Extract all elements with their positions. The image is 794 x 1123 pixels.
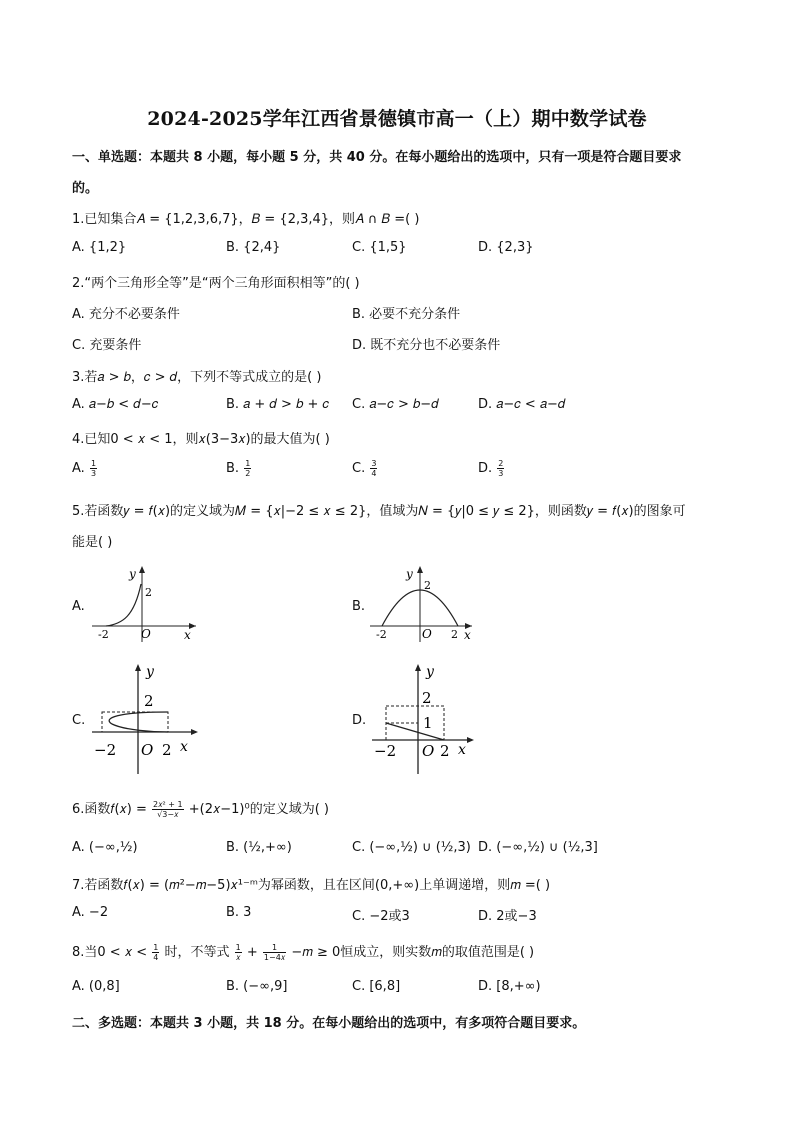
section-1-heading: 一、单选题：本题共 8 小题，每小题 5 分，共 40 分。在每小题给出的选项中，只有一项是符合题目要求 xyxy=(72,150,682,165)
q3-option-d: D. 𝑎−𝑐 < 𝑎−𝑑 xyxy=(478,397,566,412)
q4-option-c-fraction: $\frac{3}{4}$ xyxy=(371,459,377,478)
q6-stem-prefix: 6.函数𝑓(𝑥) = xyxy=(72,802,147,817)
q8-fraction-3: $\frac{1}{\text{1−4𝑥}}$ xyxy=(263,943,286,962)
dashed-box xyxy=(102,712,168,732)
two-x-label: 2 xyxy=(440,742,450,760)
q8-stem-part-a: 8.当0 < 𝑥 < xyxy=(72,945,148,960)
y-axis-arrow xyxy=(135,664,141,671)
q1-option-b: B. {2,4} xyxy=(226,240,281,255)
q5-graph-c xyxy=(88,660,200,778)
q4-option-a xyxy=(72,459,98,478)
q6-option-b: B. (½,+∞) xyxy=(226,840,292,855)
q3-option-a: A. 𝑎−𝑏 < 𝑑−𝑐 xyxy=(72,397,159,412)
question-8-stem xyxy=(72,941,534,962)
one-y-label: 1 xyxy=(423,714,433,732)
q7-option-d: D. 2或−3 xyxy=(478,909,537,924)
q5-graph-a xyxy=(88,562,198,644)
q4-option-b-fraction: $\frac{1}{2}$ xyxy=(245,459,251,478)
y-axis-arrow xyxy=(139,566,145,573)
question-3-stem: 3.若𝑎 > 𝑏，𝑐 > 𝑑，下列不等式成立的是( ) xyxy=(72,370,322,385)
q4-option-d xyxy=(478,459,505,478)
neg-two-label: -2 xyxy=(98,628,109,641)
neg-two-label: −2 xyxy=(374,742,397,760)
question-5-stem-cont: 能是( ) xyxy=(72,535,113,550)
q2-option-c: C. 充要条件 xyxy=(72,338,142,353)
question-2-stem: 2.“两个三角形全等”是“两个三角形面积相等”的( ) xyxy=(72,276,360,291)
two-label: 2 xyxy=(145,586,152,599)
q2-option-d: D. 既不充分也不必要条件 xyxy=(352,338,501,353)
q1-option-a: A. {1,2} xyxy=(72,240,127,255)
q4-option-c-letter: C. xyxy=(352,461,366,476)
x-axis-arrow xyxy=(467,737,474,743)
x-label: x xyxy=(184,628,191,642)
q5-option-d-label: D. xyxy=(352,713,367,728)
y-axis-arrow xyxy=(417,566,423,573)
curve xyxy=(106,584,141,626)
two-y-label: 2 xyxy=(422,689,432,707)
q1-option-c: C. {1,5} xyxy=(352,240,407,255)
x-label: x xyxy=(180,739,188,755)
section-1-heading-cont: 的。 xyxy=(72,181,99,196)
q6-stem-suffix: +(2𝑥−1)⁰的定义域为( ) xyxy=(188,802,329,817)
x-label: x xyxy=(458,742,466,758)
q5-graph-d xyxy=(368,660,480,778)
x-label: x xyxy=(464,628,471,642)
q4-option-d-letter: D. xyxy=(478,461,493,476)
q3-option-b: B. 𝑎 + 𝑑 > 𝑏 + 𝑐 xyxy=(226,397,330,412)
y-label: y xyxy=(129,567,136,581)
q2-option-a: A. 充分不必要条件 xyxy=(72,307,180,322)
origin-label: O xyxy=(141,741,154,759)
question-6-stem xyxy=(72,798,329,819)
q3-option-c: C. 𝑎−𝑐 > 𝑏−𝑑 xyxy=(352,397,439,412)
q5-option-c-label: C. xyxy=(72,713,86,728)
q6-option-a: A. (−∞,½) xyxy=(72,840,138,855)
two-y-label: 2 xyxy=(424,579,431,592)
two-x-label: 2 xyxy=(162,741,172,759)
page-title: 2024-2025学年江西省景德镇市高一（上）期中数学试卷 xyxy=(147,108,647,130)
q6-option-d: D. (−∞,½) ∪ (½,3] xyxy=(478,840,598,855)
q7-option-b: B. 3 xyxy=(226,905,252,920)
two-y-label: 2 xyxy=(144,692,154,710)
question-1-stem: 1.已知集合𝐴 = {1,2,3,6,7}，𝐵 = {2,3,4}，则𝐴 ∩ 𝐵 =( ) xyxy=(72,212,420,227)
q6-option-c: C. (−∞,½) ∪ (½,3) xyxy=(352,840,471,855)
q2-option-b: B. 必要不充分条件 xyxy=(352,307,461,322)
curve xyxy=(386,723,444,740)
two-x-label: 2 xyxy=(451,628,458,641)
q7-option-a: A. −2 xyxy=(72,905,109,920)
q6-fraction: $\frac{\text{2𝑥² + 1}}{\text{√3−𝑥}}$ xyxy=(153,800,183,819)
origin-label: O xyxy=(141,627,151,641)
q4-option-b xyxy=(226,459,252,478)
q8-option-d: D. [8,+∞) xyxy=(478,979,541,994)
q8-option-b: B. (−∞,9] xyxy=(226,979,288,994)
origin-label: O xyxy=(422,627,432,641)
q7-option-c: C. −2或3 xyxy=(352,909,410,924)
dashed-box xyxy=(386,706,444,740)
section-2-heading: 二、多选题：本题共 3 小题，共 18 分。在每小题给出的选项中，有多项符合题目要求。 xyxy=(72,1016,586,1031)
y-label: y xyxy=(146,664,154,680)
q1-option-d: D. {2,3} xyxy=(478,240,534,255)
q4-option-a-letter: A. xyxy=(72,461,85,476)
q8-option-c: C. [6,8] xyxy=(352,979,401,994)
q5-option-a-label: A. xyxy=(72,599,85,614)
q8-option-a: A. (0,8] xyxy=(72,979,120,994)
q4-option-c xyxy=(352,459,378,478)
q4-option-a-fraction: $\frac{1}{3}$ xyxy=(90,459,97,478)
neg-two-label: −2 xyxy=(94,741,117,759)
y-label: y xyxy=(406,567,413,581)
question-5-stem: 5.若函数𝑦 = 𝑓(𝑥)的定义域为𝑀 = {𝑥|−2 ≤ 𝑥 ≤ 2}，值域为𝑁 = {𝑦|0 ≤ 𝑦 ≤ 2}，则函数𝑦 = 𝑓(𝑥)的图象可 xyxy=(72,504,686,519)
question-4-stem: 4.已知0 < 𝑥 < 1，则𝑥(3−3𝑥)的最大值为( ) xyxy=(72,432,330,447)
question-7-stem: 7.若函数𝑓(𝑥) = (𝑚²−𝑚−5)𝑥¹⁻ᵐ为幂函数，且在区间(0,+∞)上单调递增，则𝑚 =( ) xyxy=(72,878,551,893)
q8-fraction-2: $\frac{1}{\text{𝑥}}$ xyxy=(235,943,241,962)
x-axis-arrow xyxy=(191,729,198,735)
q4-option-d-fraction: $\frac{2}{3}$ xyxy=(498,459,504,478)
q8-fraction-1: $\frac{1}{4}$ xyxy=(153,943,159,962)
y-axis-arrow xyxy=(415,664,421,671)
y-label: y xyxy=(426,664,434,680)
q8-stem-part-c: −𝑚 ≥ 0恒成立，则实数𝑚的取值范围是( ) xyxy=(291,945,535,960)
origin-label: O xyxy=(422,742,435,760)
q8-plus: + xyxy=(246,945,258,960)
q5-option-b-label: B. xyxy=(352,599,366,614)
q4-option-b-letter: B. xyxy=(226,461,240,476)
q5-graph-b xyxy=(368,562,478,644)
q8-stem-part-b: 时，不等式 xyxy=(164,945,230,960)
neg-two-label: -2 xyxy=(376,628,387,641)
